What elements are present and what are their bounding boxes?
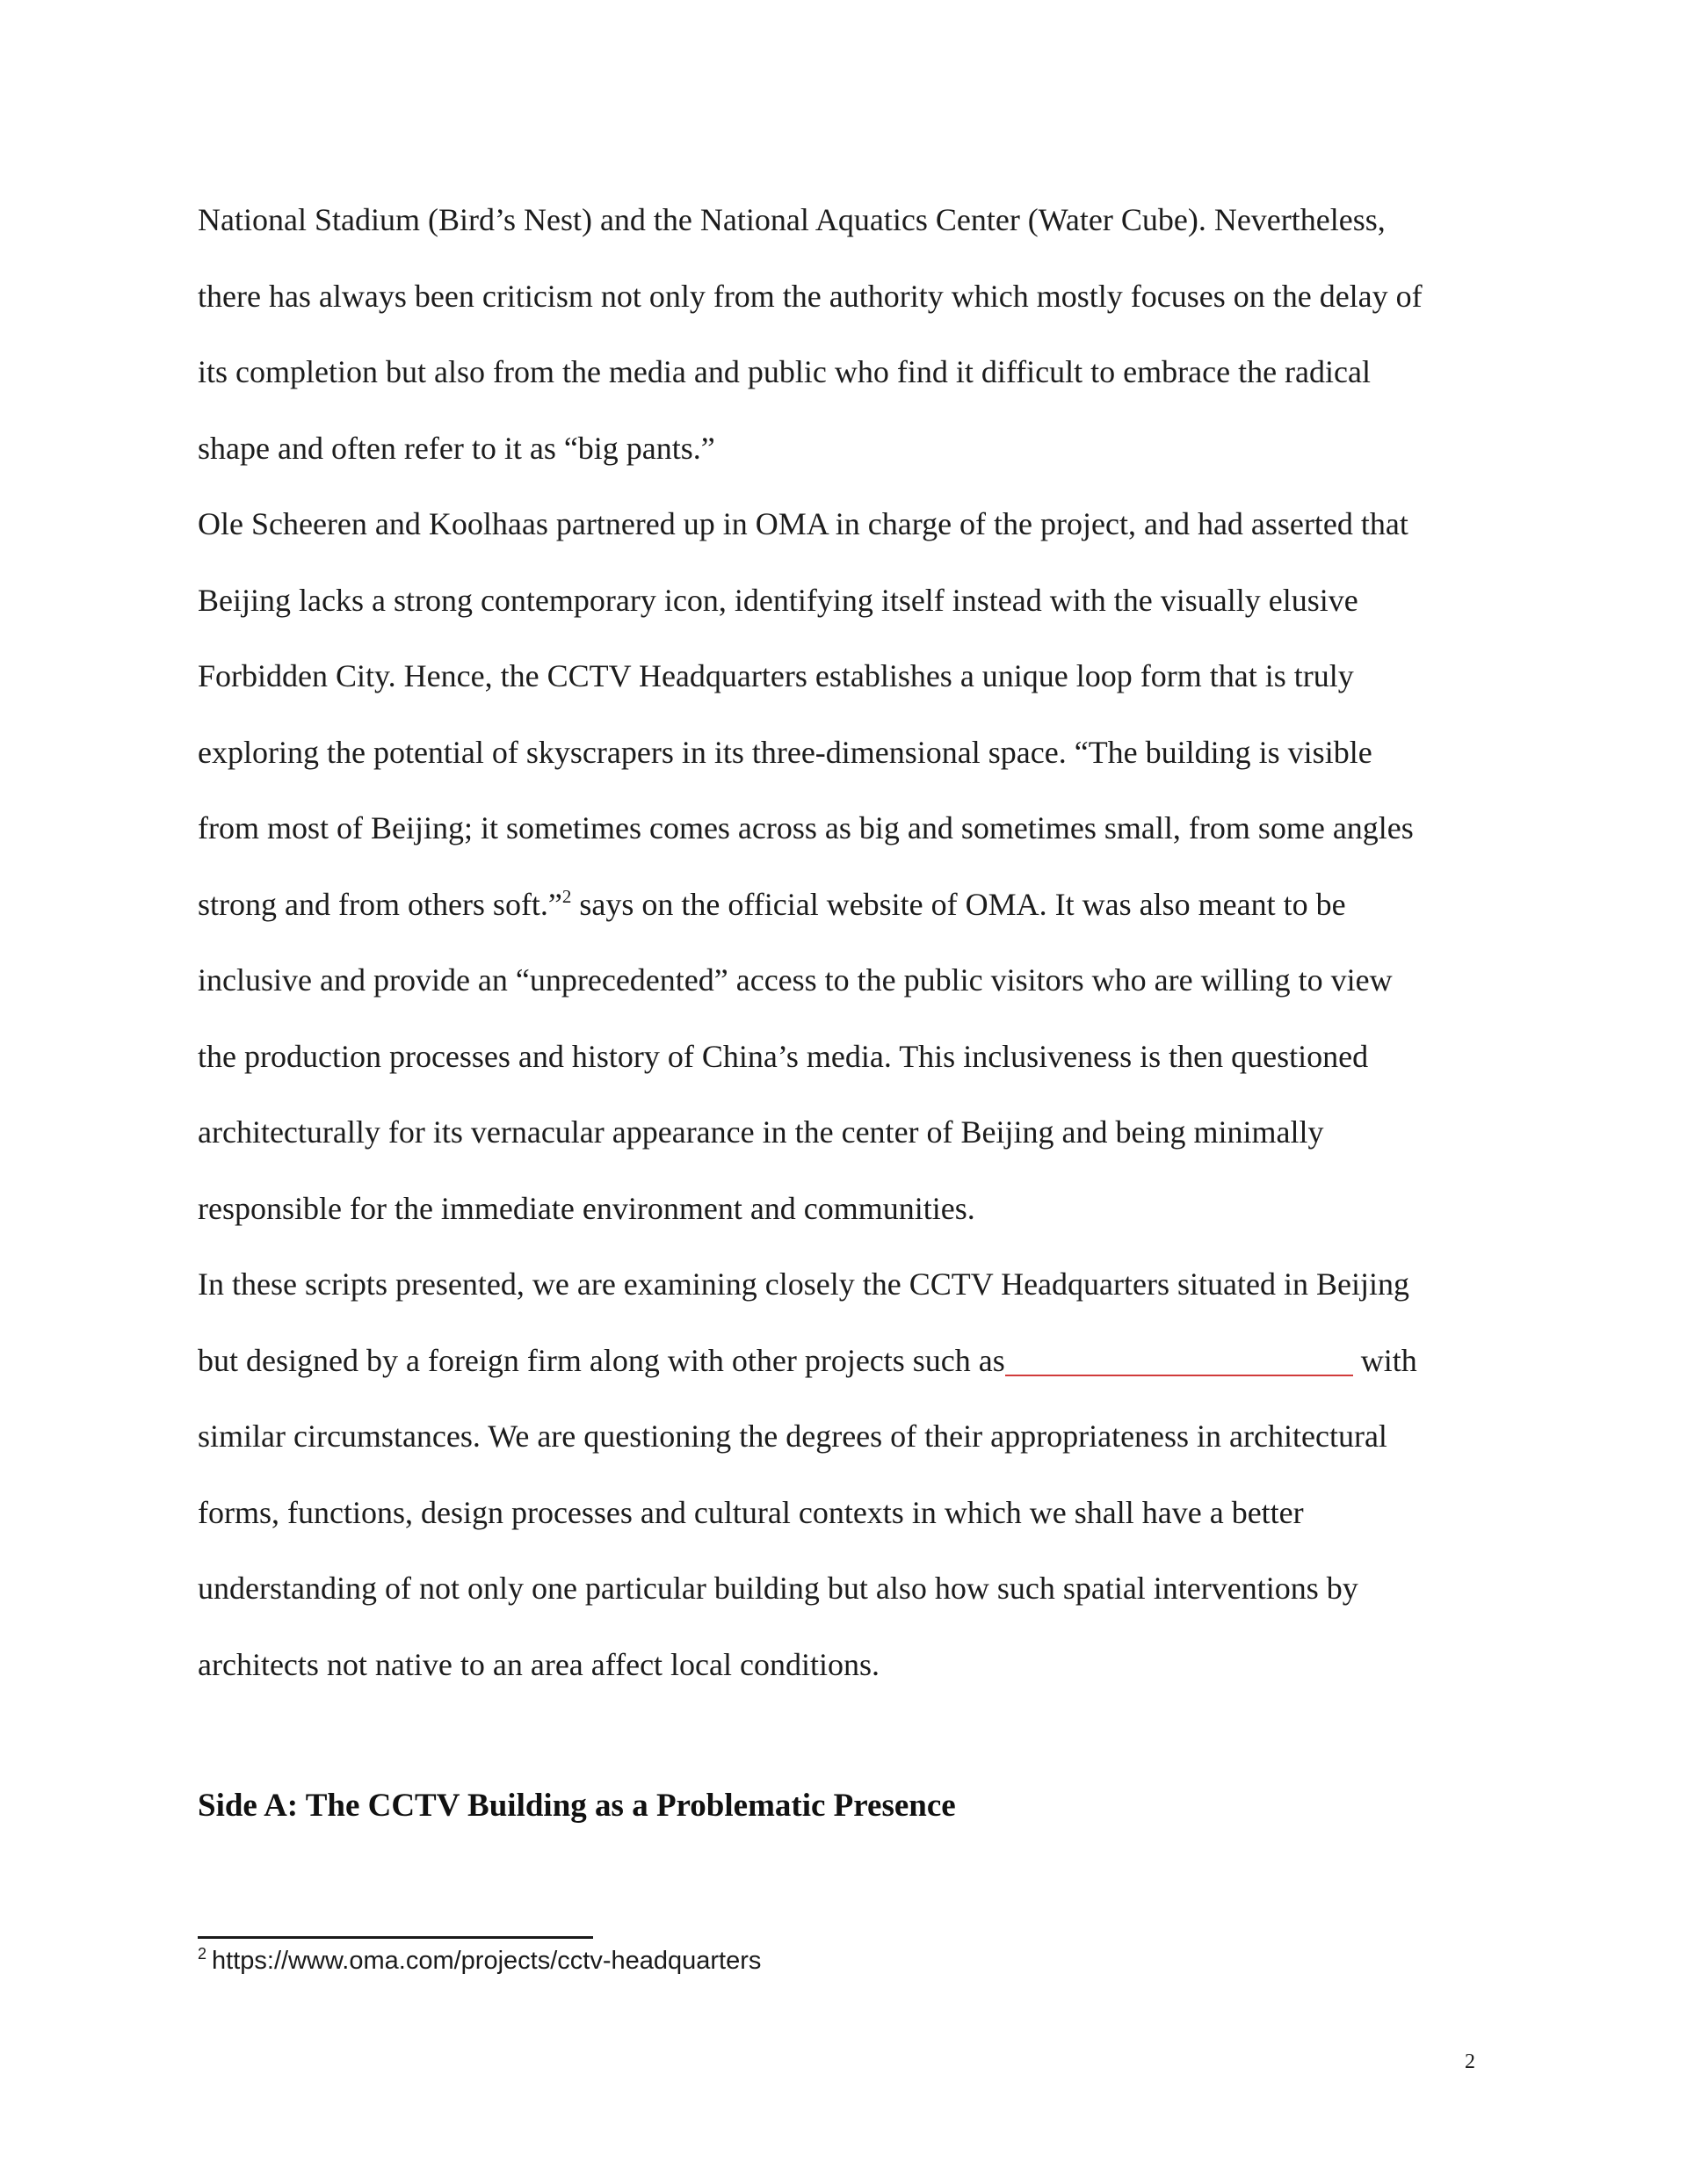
- body-text-line: inclusive and provide an “unprecedented” access to the public visitors who are willing to view: [198, 962, 1393, 998]
- footnote: [198, 1945, 761, 1977]
- body-text-segment: with: [1352, 1343, 1417, 1378]
- body-text-line: National Stadium (Bird’s Nest) and the National Aquatics Center (Water Cube). Nevertheless,: [198, 202, 1386, 237]
- body-text-line: forms, functions, design processes and cultural contexts in which we shall have a better: [198, 1495, 1304, 1530]
- body-text-line: its completion but also from the media and public who find it difficult to embrace the radical: [198, 354, 1371, 389]
- body-text-line: Beijing lacks a strong contemporary icon, identifying itself instead with the visually elusive: [198, 583, 1358, 618]
- body-text-segment: says on the official website of OMA. It was also meant to be: [571, 887, 1346, 922]
- footnote-marker: 2: [198, 1945, 207, 1963]
- body-text-segment: but designed by a foreign firm along with other projects such as: [198, 1343, 1005, 1378]
- body-text-line: [198, 1341, 1417, 1380]
- footnote-link[interactable]: https://www.oma.com/projects/cctv-headquarters: [212, 1947, 762, 1975]
- body-text-line: the production processes and history of China’s media. This inclusiveness is then questioned: [198, 1039, 1369, 1074]
- body-text-line: responsible for the immediate environment and communities.: [198, 1191, 975, 1226]
- body-text-line: [198, 885, 1346, 924]
- body-text-segment: strong and from others soft.”: [198, 887, 562, 922]
- body-text-line: shape and often refer to it as “big pants.”: [198, 431, 715, 466]
- body-text-line: similar circumstances. We are questioning the degrees of their appropriateness in architectural: [198, 1419, 1387, 1454]
- fill-in-blank[interactable]: [1005, 1345, 1353, 1376]
- body-text-line: Ole Scheeren and Koolhaas partnered up in OMA in charge of the project, and had asserted that: [198, 506, 1408, 541]
- footnote-divider: [198, 1936, 593, 1939]
- section-heading: Side A: The CCTV Building as a Problematic Presence: [198, 1788, 956, 1824]
- body-text-line: there has always been criticism not only from the authority which mostly focuses on the delay of: [198, 279, 1423, 314]
- body-text-line: understanding of not only one particular building but also how such spatial interventions by: [198, 1571, 1358, 1606]
- body-text-line: architecturally for its vernacular appearance in the center of Beijing and being minimally: [198, 1114, 1324, 1150]
- footnote-reference[interactable]: 2: [561, 886, 572, 907]
- body-text-line: from most of Beijing; it sometimes comes across as big and sometimes small, from some angles: [198, 810, 1414, 845]
- body-text-line: exploring the potential of skyscrapers in its three-dimensional space. “The building is visible: [198, 735, 1372, 770]
- page-number: 2: [1465, 2050, 1475, 2073]
- body-text-line: architects not native to an area affect local conditions.: [198, 1647, 880, 1682]
- body-text-line: In these scripts presented, we are examining closely the CCTV Headquarters situated in Beijing: [198, 1266, 1409, 1302]
- body-text-line: Forbidden City. Hence, the CCTV Headquarters establishes a unique loop form that is truly: [198, 658, 1354, 693]
